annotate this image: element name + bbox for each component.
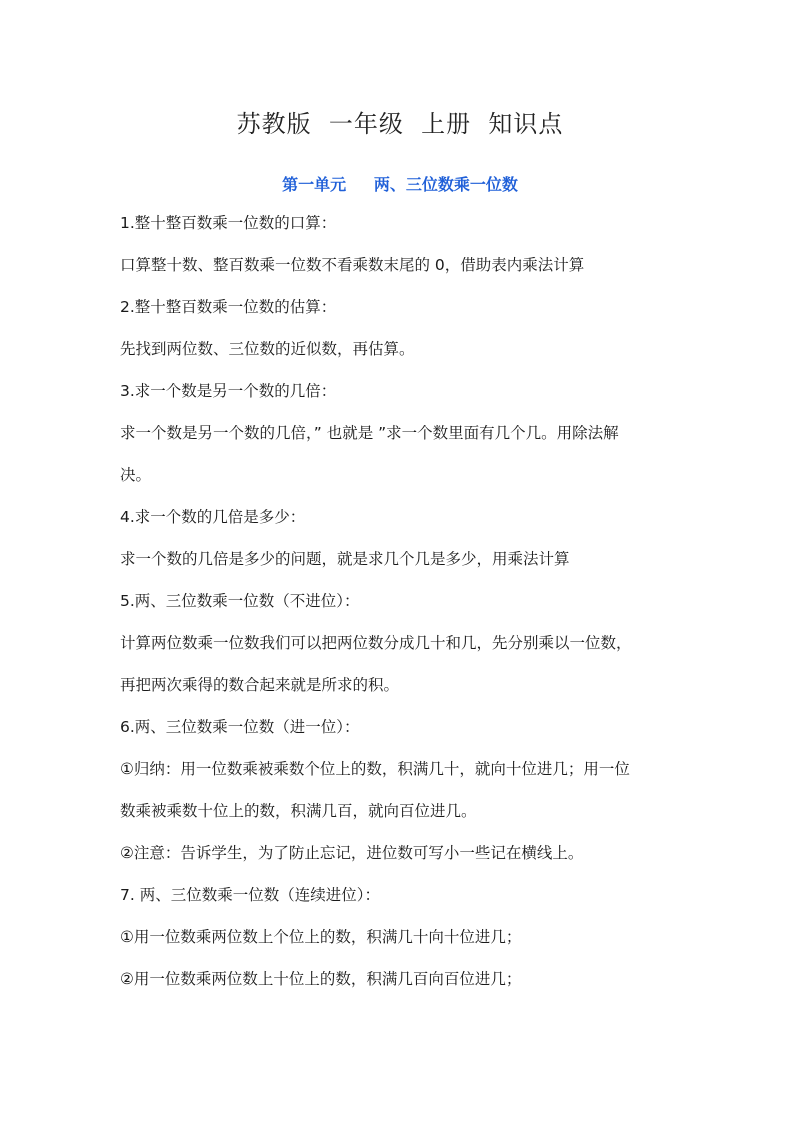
text-line: 5.两、三位数乘一位数（不进位）：: [120, 592, 360, 610]
text-line: 数乘被乘数十位上的数，积满几百，就向百位进几。: [120, 802, 477, 820]
text-line: 求一个数是另一个数的几倍，” 也就是 ”求一个数里面有几个几。用除法解: [120, 424, 619, 442]
text-line: 2.整十整百数乘一位数的估算：: [120, 298, 337, 316]
text-line: ①用一位数乘两位数上个位上的数，积满几十向十位进几；: [120, 928, 522, 946]
text-line: 决。: [120, 466, 152, 484]
text-line: 计算两位数乘一位数我们可以把两位数分成几十和几，先分别乘以一位数，: [120, 634, 632, 652]
text-line: ②注意：告诉学生，为了防止忘记，进位数可写小一些记在横线上。: [120, 844, 584, 862]
text-line: 3.求一个数是另一个数的几倍：: [120, 382, 337, 400]
unit-heading: 第一单元 两、三位数乘一位数: [282, 175, 518, 194]
text-line: 先找到两位数、三位数的近似数，再估算。: [120, 340, 415, 358]
text-line: 1.整十整百数乘一位数的口算：: [120, 214, 337, 232]
text-line: 7. 两、三位数乘一位数（连续进位）：: [120, 886, 380, 904]
page-title: 苏教版 一年级 上册 知识点: [236, 110, 564, 138]
text-line: 4.求一个数的几倍是多少：: [120, 508, 306, 526]
text-line: 求一个数的几倍是多少的问题，就是求几个几是多少，用乘法计算: [120, 550, 570, 568]
text-line: ②用一位数乘两位数上十位上的数，积满几百向百位进几；: [120, 970, 522, 988]
text-line: 口算整十数、整百数乘一位数不看乘数末尾的 0，借助表内乘法计算: [120, 256, 585, 274]
text-line: 6.两、三位数乘一位数（进一位）：: [120, 718, 360, 736]
text-line: ①归纳：用一位数乘被乘数个位上的数，积满几十，就向十位进几；用一位: [120, 760, 630, 778]
text-line: 再把两次乘得的数合起来就是所求的积。: [120, 676, 400, 694]
